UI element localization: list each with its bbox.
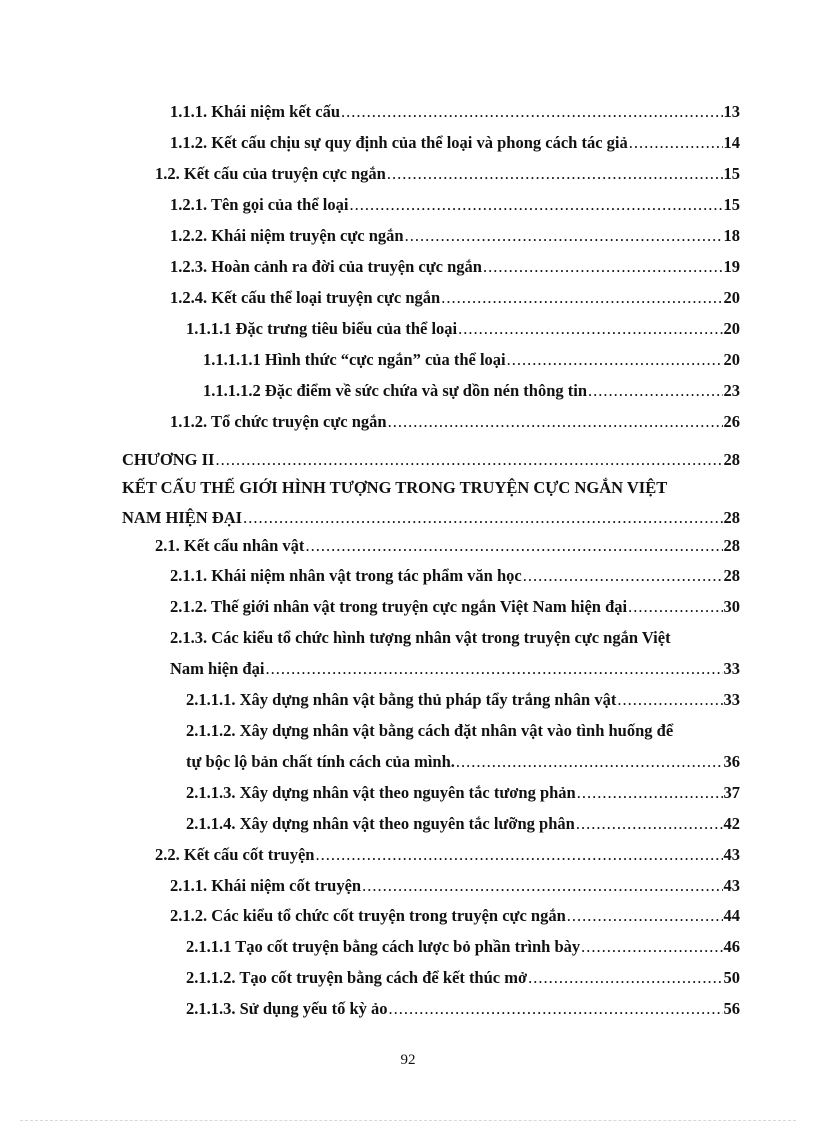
- toc-leader: [387, 164, 723, 184]
- toc-leader: [405, 226, 723, 246]
- toc-entry[interactable]: [170, 102, 740, 122]
- toc-entry-page: 44: [723, 906, 740, 925]
- toc-entry-title: 2.1.1.2. Tạo cốt truyện bằng cách để kết thúc mở: [186, 968, 528, 987]
- toc-entry-title: 2.1.3. Các kiểu tổ chức hình tượng nhân vật trong truyện cực ngắn Việt: [170, 628, 671, 647]
- toc-leader: [507, 350, 723, 370]
- toc-leader: [349, 195, 722, 215]
- toc-entry[interactable]: [170, 288, 740, 308]
- toc-entry[interactable]: [155, 845, 740, 865]
- toc-entry[interactable]: [170, 906, 740, 926]
- toc-leader: [528, 968, 722, 988]
- toc-entry-page: 33: [723, 690, 740, 709]
- toc-entry[interactable]: [170, 195, 740, 215]
- toc-leader: [456, 752, 723, 772]
- toc-entry-page: 20: [723, 350, 740, 369]
- toc-entry[interactable]: [170, 876, 740, 896]
- toc-entry-page: 43: [723, 845, 740, 864]
- toc-entry-page: 50: [723, 968, 740, 987]
- toc-entry[interactable]: [170, 133, 740, 153]
- toc-leader: [243, 508, 722, 528]
- toc-leader: [577, 783, 723, 803]
- toc-leader: [523, 566, 723, 586]
- toc-leader: [458, 319, 722, 339]
- toc-entry[interactable]: [170, 597, 740, 617]
- toc-entry-title: 1.2.1. Tên gọi của thể loại: [170, 195, 349, 214]
- toc-entry-cont[interactable]: [186, 752, 740, 772]
- toc-entry-title: 1.2.2. Khái niệm truyện cực ngắn: [170, 226, 404, 245]
- toc-entry-title: KẾT CẤU THẾ GIỚI HÌNH TƯỢNG TRONG TRUYỆN CỰC NGẮN VIỆT: [122, 478, 668, 497]
- toc-leader: [581, 937, 722, 957]
- toc-entry[interactable]: [203, 381, 740, 401]
- toc-entry-title: 2.1.1.2. Xây dựng nhân vật bằng cách đặt nhân vật vào tình huống để: [186, 721, 674, 740]
- toc-entry-title: 2.1.1. Khái niệm nhân vật trong tác phẩm văn học: [170, 566, 522, 585]
- toc-entry-title: 2.1.1.4. Xây dựng nhân vật theo nguyên tắc lưỡng phân: [186, 814, 575, 833]
- toc-entry[interactable]: [186, 783, 740, 803]
- toc-entry-page: 28: [723, 508, 740, 527]
- toc-entry-title: NAM HIỆN ĐẠI: [122, 508, 243, 527]
- toc-leader: [629, 133, 723, 153]
- toc-entry-page: 42: [723, 814, 740, 833]
- toc-entry[interactable]: [186, 814, 740, 834]
- toc-entry-page: 46: [723, 937, 740, 956]
- toc-leader: [341, 102, 722, 122]
- toc-entry-page: 18: [723, 226, 740, 245]
- toc-entry-title: 1.2.3. Hoàn cảnh ra đời của truyện cực ngắn: [170, 257, 482, 276]
- toc-entry-title: 2.1.2. Các kiểu tổ chức cốt truyện trong truyện cực ngắn: [170, 906, 566, 925]
- toc-entry-page: 20: [723, 319, 740, 338]
- toc-entry-title: 1.1.2. Kết cấu chịu sự quy định của thể loại và phong cách tác giả: [170, 133, 628, 152]
- toc-leader: [483, 257, 723, 277]
- toc-entry[interactable]: [170, 566, 740, 586]
- toc-entry-page: 15: [723, 164, 740, 183]
- toc-entry-page: 13: [723, 102, 740, 121]
- toc-entry-page: 23: [723, 381, 740, 400]
- page-bottom-rule: [20, 1120, 796, 1121]
- toc-leader: [441, 288, 722, 308]
- toc-entry-page: 43: [723, 876, 740, 895]
- toc-leader: [389, 999, 723, 1019]
- toc-entry-page: 19: [723, 257, 740, 276]
- toc-leader: [388, 412, 723, 432]
- toc-entry-page: 26: [723, 412, 740, 431]
- toc-entry-page: 37: [723, 783, 740, 802]
- toc-entry-title: 1.1.2. Tổ chức truyện cực ngắn: [170, 412, 387, 431]
- toc-entry[interactable]: [203, 350, 740, 370]
- toc-entry-page: 28: [723, 536, 740, 555]
- toc-entry-page: 36: [723, 752, 740, 771]
- toc-entry[interactable]: [155, 164, 740, 184]
- toc-entry-title: CHƯƠNG II: [122, 450, 215, 469]
- toc-leader: [305, 536, 722, 556]
- toc-entry[interactable]: [186, 721, 740, 741]
- page-number: 92: [400, 1052, 416, 1068]
- toc-entry[interactable]: [186, 319, 740, 339]
- toc-entry[interactable]: [186, 937, 740, 957]
- toc-entry[interactable]: [170, 412, 740, 432]
- toc-leader: [617, 690, 722, 710]
- toc-entry-title: 2.1.1.1. Xây dựng nhân vật bằng thủ pháp tẩy trắng nhân vật: [186, 690, 617, 709]
- toc-chapter-title[interactable]: [122, 478, 740, 498]
- toc-entry-title: 1.2. Kết cấu của truyện cực ngắn: [155, 164, 386, 183]
- toc-entry-page: 14: [723, 133, 740, 152]
- toc-leader: [315, 845, 722, 865]
- toc-leader: [628, 597, 722, 617]
- toc-entry-title: tự bộc lộ bản chất tính cách của mình.: [186, 752, 455, 771]
- toc-leader: [215, 450, 722, 470]
- toc-entry-title: 2.1.1.1 Tạo cốt truyện bằng cách lược bỏ phần trình bày: [186, 937, 581, 956]
- toc-entry-title: 2.1.2. Thế giới nhân vật trong truyện cực ngắn Việt Nam hiện đại: [170, 597, 628, 616]
- toc-entry-page: 15: [723, 195, 740, 214]
- toc-entry-page: 30: [723, 597, 740, 616]
- toc-leader: [362, 876, 722, 896]
- toc-entry[interactable]: [170, 257, 740, 277]
- toc-entry[interactable]: [155, 536, 740, 556]
- toc-entry-title: 2.2. Kết cấu cốt truyện: [155, 845, 315, 864]
- toc-entry-title: 1.1.1. Khái niệm kết cấu: [170, 102, 341, 121]
- toc-leader: [567, 906, 723, 926]
- toc-entry[interactable]: [186, 999, 740, 1019]
- toc-leader: [265, 659, 722, 679]
- toc-chapter-title-cont[interactable]: [122, 508, 740, 528]
- toc-entry-page: 20: [723, 288, 740, 307]
- toc-entry-title: Nam hiện đại: [170, 659, 265, 678]
- toc-entry-title: 1.1.1.1 Đặc trưng tiêu biểu của thể loại: [186, 319, 458, 338]
- toc-entry[interactable]: [186, 690, 740, 710]
- toc-entry-title: 2.1.1. Khái niệm cốt truyện: [170, 876, 362, 895]
- toc-entry-title: 2.1. Kết cấu nhân vật: [155, 536, 305, 555]
- toc-entry-page: 56: [723, 999, 740, 1018]
- toc-entry[interactable]: [186, 968, 740, 988]
- toc-entry[interactable]: [170, 226, 740, 246]
- toc-entry-cont[interactable]: [170, 659, 740, 679]
- toc-leader: [576, 814, 723, 834]
- toc-entry-title: 1.1.1.1.1 Hình thức “cực ngắn” của thể loại: [203, 350, 506, 369]
- toc-entry-title: 1.2.4. Kết cấu thể loại truyện cực ngắn: [170, 288, 441, 307]
- toc-entry-page: 28: [723, 450, 740, 469]
- toc-entry-title: 2.1.1.3. Xây dựng nhân vật theo nguyên tắc tương phản: [186, 783, 576, 802]
- toc-entry[interactable]: [170, 628, 740, 648]
- toc-entry-title: 2.1.1.3. Sử dụng yếu tố kỳ ảo: [186, 999, 388, 1018]
- toc-leader: [588, 381, 722, 401]
- toc-entry-page: 28: [723, 566, 740, 585]
- toc-entry-title: 1.1.1.1.2 Đặc điểm về sức chứa và sự dồn nén thông tin: [203, 381, 588, 400]
- toc-chapter-heading[interactable]: [122, 450, 740, 470]
- toc-entry-page: 33: [723, 659, 740, 678]
